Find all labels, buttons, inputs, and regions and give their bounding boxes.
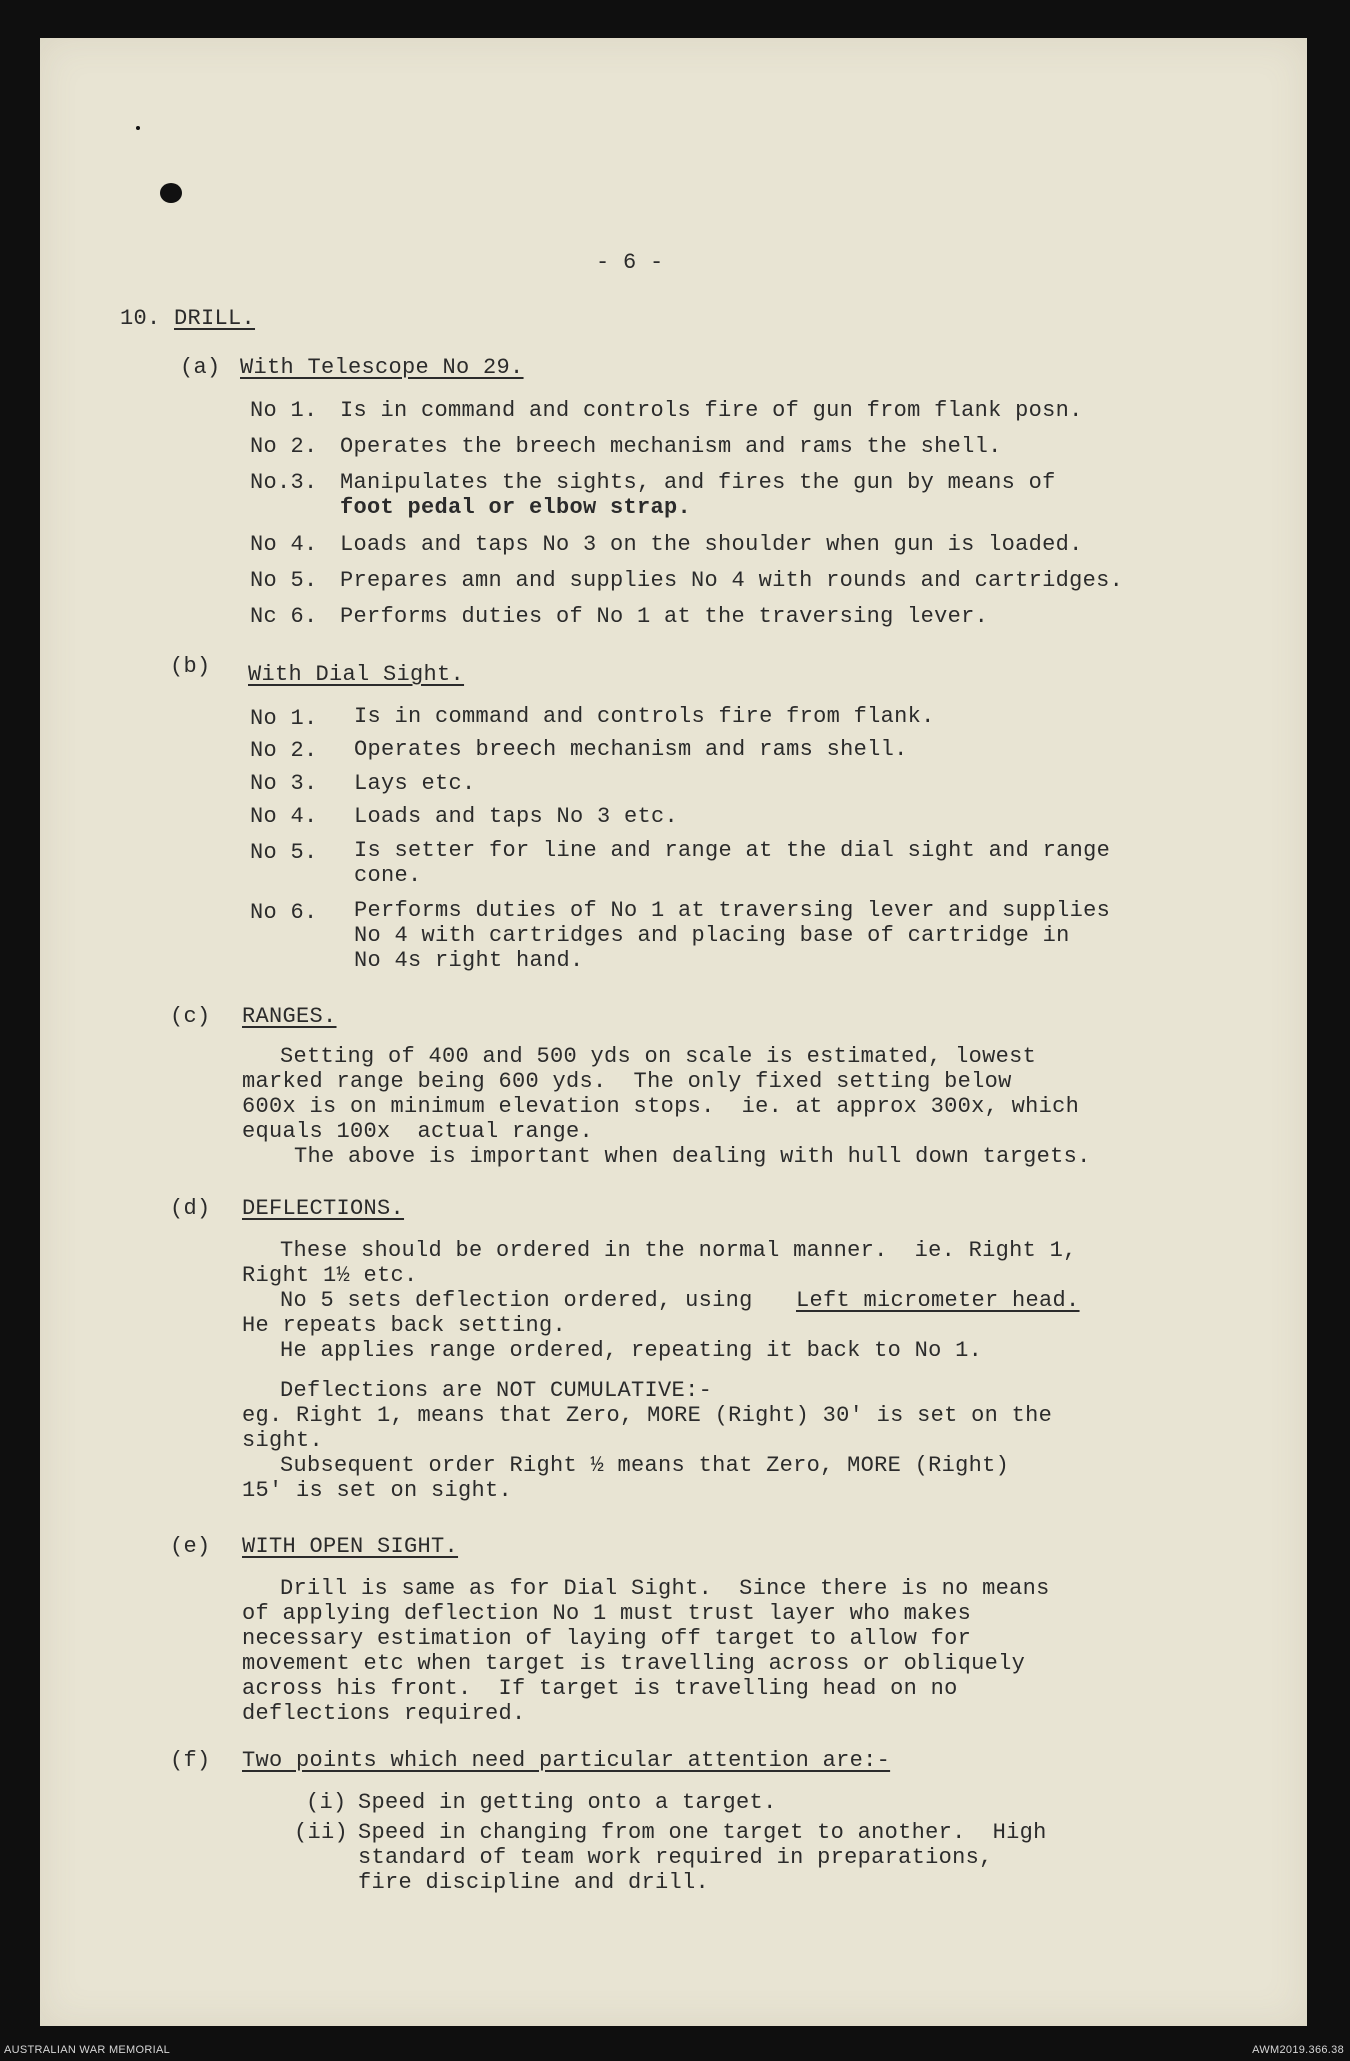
page-number: - 6 - [596,250,664,275]
paragraph-line: of applying deflection No 1 must trust layer who makes [242,1601,972,1626]
sub-a-heading: With Telescope No 29. [240,355,524,380]
paragraph-line: across his front. If target is travelling head on no [242,1676,958,1701]
paragraph-emphasis: Left micrometer head. [796,1288,1080,1313]
list-item-text: Operates the breech mechanism and rams the shell. [340,434,1002,459]
paragraph-line: 600x is on minimum elevation stops. ie. at approx 300x, which [242,1094,1080,1119]
list-item-text: Lays etc. [354,771,476,796]
list-item-text: Loads and taps No 3 etc. [354,804,679,829]
list-item-number: No 4. [250,804,318,829]
list-item-text: Performs duties of No 1 at traversing lever and supplies [354,898,1111,923]
paragraph-line: The above is important when dealing with hull down targets. [294,1144,1091,1169]
section-title: DRILL. [174,306,256,331]
paragraph-line: eg. Right 1, means that Zero, MORE (Right) 30' is set on the [242,1403,1053,1428]
sub-b-heading: With Dial Sight. [248,662,465,687]
paragraph-line: Right 1½ etc. [242,1263,418,1288]
sub-c-heading: RANGES. [242,1004,337,1029]
section-number: 10. [120,306,161,331]
sub-c-label: (c) [170,1004,211,1029]
list-item-number: (i) [306,1790,347,1815]
sub-f-label: (f) [170,1748,211,1773]
list-item-number: No 2. [250,738,318,763]
paragraph-line: sight. [242,1428,324,1453]
paragraph-line: Setting of 400 and 500 yds on scale is estimated, lowest [280,1044,1037,1069]
list-item-number: (ii) [294,1820,349,1845]
sub-e-label: (e) [170,1534,211,1559]
list-item-number: No 6. [250,900,318,925]
sub-d-heading: DEFLECTIONS. [242,1196,405,1221]
list-item-text-continued: cone. [354,863,422,888]
paragraph-line: deflections required. [242,1701,526,1726]
paragraph-line: necessary estimation of laying off target to allow for [242,1626,972,1651]
paragraph-line: These should be ordered in the normal manner. ie. Right 1, [280,1238,1077,1263]
paragraph-line: Deflections are NOT CUMULATIVE:- [280,1378,713,1403]
list-item-text-continued: fire discipline and drill. [358,1870,710,1895]
paragraph-line: No 5 sets deflection ordered, using [280,1288,767,1313]
list-item-text-continued: No 4s right hand. [354,948,584,973]
document-page [40,38,1307,2026]
list-item-number: No 1. [250,706,318,731]
list-item-text-continued: standard of team work required in preparations, [358,1845,993,1870]
sub-e-heading: WITH OPEN SIGHT. [242,1534,459,1559]
paragraph-line: 15' is set on sight. [242,1478,513,1503]
list-item-text-continued: No 4 with cartridges and placing base of cartridge in [354,923,1070,948]
paragraph-line: Drill is same as for Dial Sight. Since there is no means [280,1576,1050,1601]
list-item-number: No.3. [250,470,318,495]
archive-footer-left: AUSTRALIAN WAR MEMORIAL [4,2044,171,2056]
paragraph-line: He repeats back setting. [242,1313,567,1338]
list-item-number: No 1. [250,398,318,423]
paragraph-line: marked range being 600 yds. The only fixed setting below [242,1069,1012,1094]
list-item-text: Is setter for line and range at the dial sight and range [354,838,1111,863]
list-item-number: No 3. [250,771,318,796]
list-item-number: No 5. [250,840,318,865]
document-body [40,38,1307,2026]
list-item-text: Operates breech mechanism and rams shell. [354,737,908,762]
sub-f-heading: Two points which need particular attention are:- [242,1748,891,1773]
list-item-text: Performs duties of No 1 at the traversing lever. [340,604,989,629]
sub-a-label: (a) [180,355,221,380]
sub-d-label: (d) [170,1196,211,1221]
paragraph-line: equals 100x actual range. [242,1119,594,1144]
paragraph-line: movement etc when target is travelling across or obliquely [242,1651,1026,1676]
list-item-text: Is in command and controls fire from flank. [354,704,935,729]
list-item-number: No 4. [250,532,318,557]
paragraph-line: Subsequent order Right ½ means that Zero, MORE (Right) [280,1453,1010,1478]
list-item-text: Manipulates the sights, and fires the gun by means of [340,470,1056,495]
list-item-number: Nc 6. [250,604,318,629]
list-item-text-continued: foot pedal or elbow strap. [340,495,692,520]
paragraph-line: He applies range ordered, repeating it back to No 1. [280,1338,983,1363]
list-item-number: No 2. [250,434,318,459]
list-item-text: Loads and taps No 3 on the shoulder when gun is loaded. [340,532,1083,557]
list-item-text: Prepares amn and supplies No 4 with rounds and cartridges. [340,568,1124,593]
list-item-text: Speed in changing from one target to another. High [358,1820,1047,1845]
sub-b-label: (b) [170,654,211,679]
list-item-text: Is in command and controls fire of gun from flank posn. [340,398,1083,423]
archive-footer-right: AWM2019.366.38 [1252,2044,1344,2056]
list-item-text: Speed in getting onto a target. [358,1790,777,1815]
list-item-number: No 5. [250,568,318,593]
